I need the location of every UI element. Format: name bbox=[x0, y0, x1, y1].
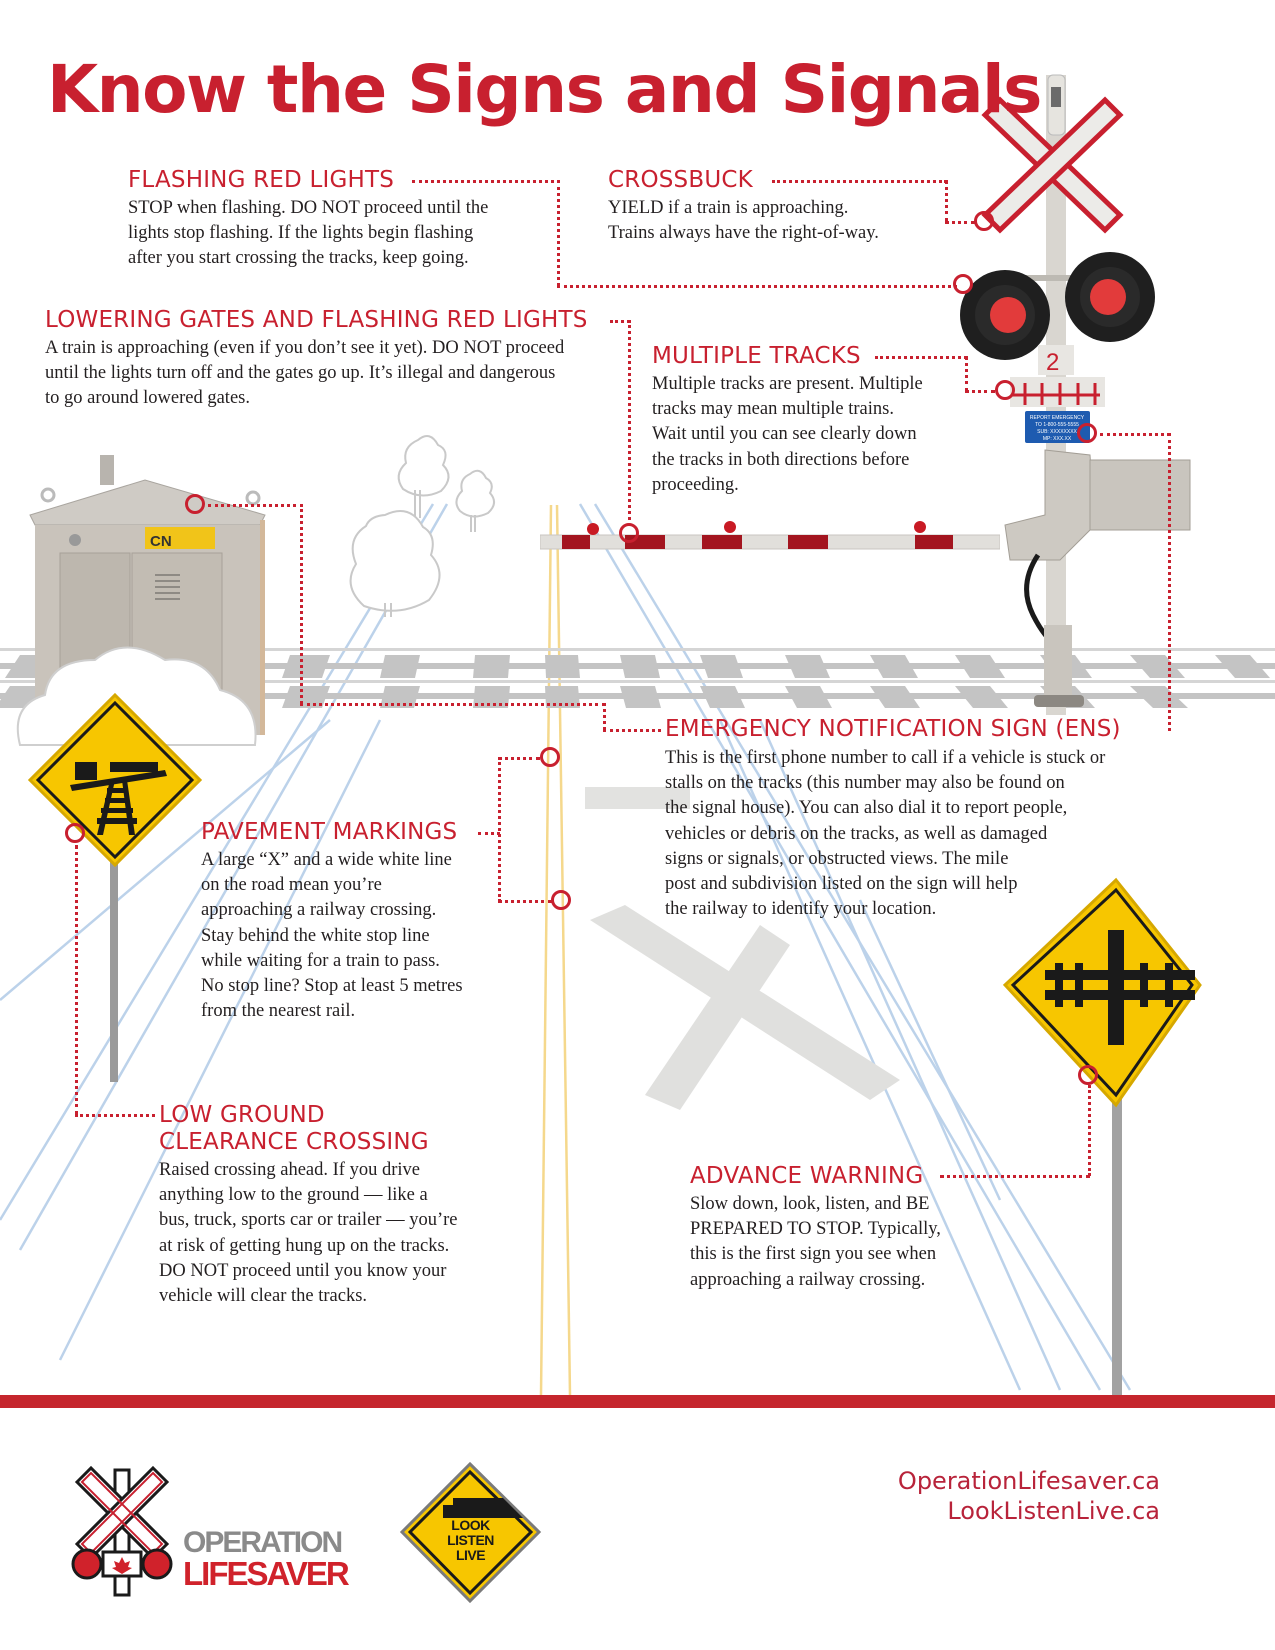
connector-signal-house-v2 bbox=[603, 703, 606, 730]
body-line: A train is approaching (even if you don’t see it yet). DO NOT proceed bbox=[45, 338, 565, 358]
body-line: signs or signals, or obstructed views. The mile bbox=[665, 848, 1009, 869]
connector-advance-warning-v bbox=[1088, 1085, 1091, 1176]
svg-text:TO 1-800-555-5555: TO 1-800-555-5555 bbox=[1035, 422, 1079, 428]
body-line: this is the first sign you see when bbox=[690, 1244, 937, 1265]
body-line: bus, truck, sports car or trailer — you’re bbox=[159, 1210, 458, 1231]
svg-text:REPORT EMERGENCY: REPORT EMERGENCY bbox=[1029, 415, 1085, 421]
link-looklistenlive[interactable]: LookListenLive.ca bbox=[947, 1497, 1160, 1525]
body-line: until the lights turn off and the gates go up. It’s illegal and dangerous bbox=[45, 363, 556, 384]
body-line: proceeding. bbox=[652, 474, 739, 495]
body-line: the signal house). You can also dial it to report people, bbox=[665, 798, 1068, 819]
body-line: Slow down, look, listen, and BE bbox=[690, 1194, 930, 1214]
body-line: A large “X” and a wide white line bbox=[201, 850, 452, 870]
page-title: Know the Signs and Signals bbox=[47, 51, 1041, 128]
callout-emergency-notification-sign bbox=[665, 715, 1165, 922]
body-line: stalls on the tracks (this number may also be found on bbox=[665, 773, 1065, 794]
body-line: Multiple tracks are present. Multiple bbox=[652, 374, 923, 394]
svg-text:SUB: XXXXXXXX: SUB: XXXXXXXX bbox=[1037, 429, 1077, 435]
gate-arm-image bbox=[540, 515, 1000, 555]
marker-ens-plate bbox=[1077, 423, 1097, 443]
connector-ens-plate bbox=[1100, 433, 1170, 436]
look-listen-live-badge[interactable] bbox=[398, 1460, 543, 1605]
heading-multiple-tracks: MULTIPLE TRACKS bbox=[652, 343, 861, 369]
body-line: YIELD if a train is approaching. bbox=[608, 198, 849, 218]
callout-advance-warning bbox=[690, 1162, 970, 1293]
footer-links bbox=[860, 1466, 1160, 1526]
body-line: the tracks in both directions before bbox=[652, 449, 910, 470]
body-line: tracks may mean multiple trains. bbox=[652, 399, 894, 420]
body-line: from the nearest rail. bbox=[201, 1001, 356, 1022]
connector-signal-house-v bbox=[300, 504, 303, 704]
connector-flashing-lights-h2 bbox=[557, 285, 957, 288]
heading-low-ground-line1: LOW GROUND bbox=[159, 1102, 325, 1128]
footer-divider bbox=[0, 1395, 1275, 1408]
crossbuck-logo-icon bbox=[65, 1460, 185, 1600]
body-line: to go around lowered gates. bbox=[45, 388, 250, 409]
body-line: lights stop flashing. If the lights begin flashing bbox=[128, 223, 474, 244]
connector-flashing-lights-v bbox=[557, 180, 560, 286]
connector-low-ground-h bbox=[75, 1114, 155, 1117]
body-line: approaching a railway crossing. bbox=[690, 1269, 926, 1290]
road-center-line bbox=[541, 505, 570, 1395]
callout-flashing-red-lights bbox=[128, 166, 548, 272]
logo-text-operation: OPERATION bbox=[183, 1526, 342, 1559]
connector-pavement-bottom bbox=[498, 900, 552, 903]
badge-text-look: LOOK bbox=[451, 1517, 490, 1533]
cn-label: CN bbox=[150, 533, 172, 550]
body-line: Wait until you can see clearly down bbox=[652, 424, 917, 445]
connector-crossbuck-h2 bbox=[945, 221, 975, 224]
heading-low-ground-line2: CLEARANCE CROSSING bbox=[159, 1129, 429, 1155]
body-line: PREPARED TO STOP. Typically, bbox=[690, 1219, 941, 1240]
connector-lowering-gates-v bbox=[628, 320, 631, 520]
badge-text-listen: LISTEN bbox=[447, 1532, 494, 1548]
marker-signal-house bbox=[185, 494, 205, 514]
body-line: on the road mean you’re bbox=[201, 875, 382, 896]
body-line: vehicle will clear the tracks. bbox=[159, 1286, 368, 1307]
body-line: Raised crossing ahead. If you drive bbox=[159, 1160, 420, 1180]
marker-flashing-lights bbox=[953, 274, 973, 294]
body-line: post and subdivision listed on the sign will help bbox=[665, 874, 1018, 895]
connector-signal-house-h2 bbox=[300, 703, 605, 706]
body-line: at risk of getting hung up on the tracks. bbox=[159, 1235, 450, 1256]
link-operationlifesaver[interactable]: OperationLifesaver.ca bbox=[897, 1467, 1160, 1495]
heading-lowering-gates: LOWERING GATES AND FLASHING RED LIGHTS bbox=[45, 307, 588, 333]
body-line: No stop line? Stop at least 5 metres bbox=[201, 976, 463, 997]
heading-ens: EMERGENCY NOTIFICATION SIGN (ENS) bbox=[665, 716, 1121, 742]
body-line: Stay behind the white stop line bbox=[201, 925, 430, 946]
heading-pavement-markings: PAVEMENT MARKINGS bbox=[201, 819, 458, 845]
heading-crossbuck: CROSSBUCK bbox=[608, 167, 753, 193]
callout-pavement-markings bbox=[201, 818, 491, 1024]
body-line: after you start crossing the tracks, keep going. bbox=[128, 248, 469, 269]
body-line: DO NOT proceed until you know your bbox=[159, 1260, 447, 1281]
logo-text-lifesaver: LIFESAVER bbox=[183, 1555, 348, 1592]
marker-advance-warning-sign bbox=[1078, 1065, 1098, 1085]
marker-multiple-tracks bbox=[995, 380, 1015, 400]
body-line: approaching a railway crossing. bbox=[201, 900, 437, 921]
marker-stop-line bbox=[540, 747, 560, 767]
body-line: This is the first phone number to call if a vehicle is stuck or bbox=[665, 748, 1106, 768]
connector-crossbuck-v bbox=[945, 180, 948, 222]
connector-ens-plate-v bbox=[1168, 433, 1171, 731]
connector-signal-house bbox=[208, 504, 303, 507]
callout-low-ground-clearance bbox=[159, 1102, 499, 1309]
marker-pavement-x bbox=[551, 890, 571, 910]
callout-crossbuck bbox=[608, 166, 928, 246]
low-ground-clearance-sign bbox=[25, 690, 205, 1085]
body-line: Trains always have the right-of-way. bbox=[608, 223, 879, 244]
track-count-label: 2 bbox=[1046, 349, 1060, 376]
advance-warning-sign bbox=[1000, 875, 1205, 1395]
connector-pavement-top bbox=[498, 757, 540, 760]
body-line: STOP when flashing. DO NOT proceed until the bbox=[128, 198, 489, 218]
heading-advance-warning: ADVANCE WARNING bbox=[690, 1163, 924, 1189]
heading-flashing-red-lights: FLASHING RED LIGHTS bbox=[128, 167, 395, 193]
body-line: vehicles or debris on the tracks, as well as damaged bbox=[665, 823, 1048, 844]
callout-multiple-tracks bbox=[652, 342, 962, 498]
connector-ens-heading bbox=[603, 729, 661, 732]
connector-multiple-tracks-v bbox=[965, 356, 968, 392]
marker-crossbuck bbox=[974, 211, 994, 231]
badge-text-live: LIVE bbox=[455, 1547, 486, 1563]
pavement-x-marking bbox=[590, 905, 900, 1110]
body-line: while waiting for a train to pass. bbox=[201, 950, 440, 971]
connector-multiple-tracks-h2 bbox=[965, 390, 995, 393]
connector-low-ground-v bbox=[75, 845, 78, 1115]
tree-icons bbox=[351, 436, 494, 617]
svg-text:MP: XXX.XX: MP: XXX.XX bbox=[1042, 436, 1072, 442]
callout-lowering-gates bbox=[45, 306, 620, 412]
body-line: anything low to the ground — like a bbox=[159, 1185, 428, 1206]
operation-lifesaver-logo[interactable] bbox=[65, 1460, 355, 1600]
crossing-signal-image bbox=[950, 65, 1225, 725]
marker-gate-arm bbox=[619, 523, 639, 543]
marker-low-ground-sign bbox=[65, 823, 85, 843]
connector-pavement-v bbox=[498, 757, 501, 902]
body-line: the railway to identify your location. bbox=[665, 899, 937, 920]
